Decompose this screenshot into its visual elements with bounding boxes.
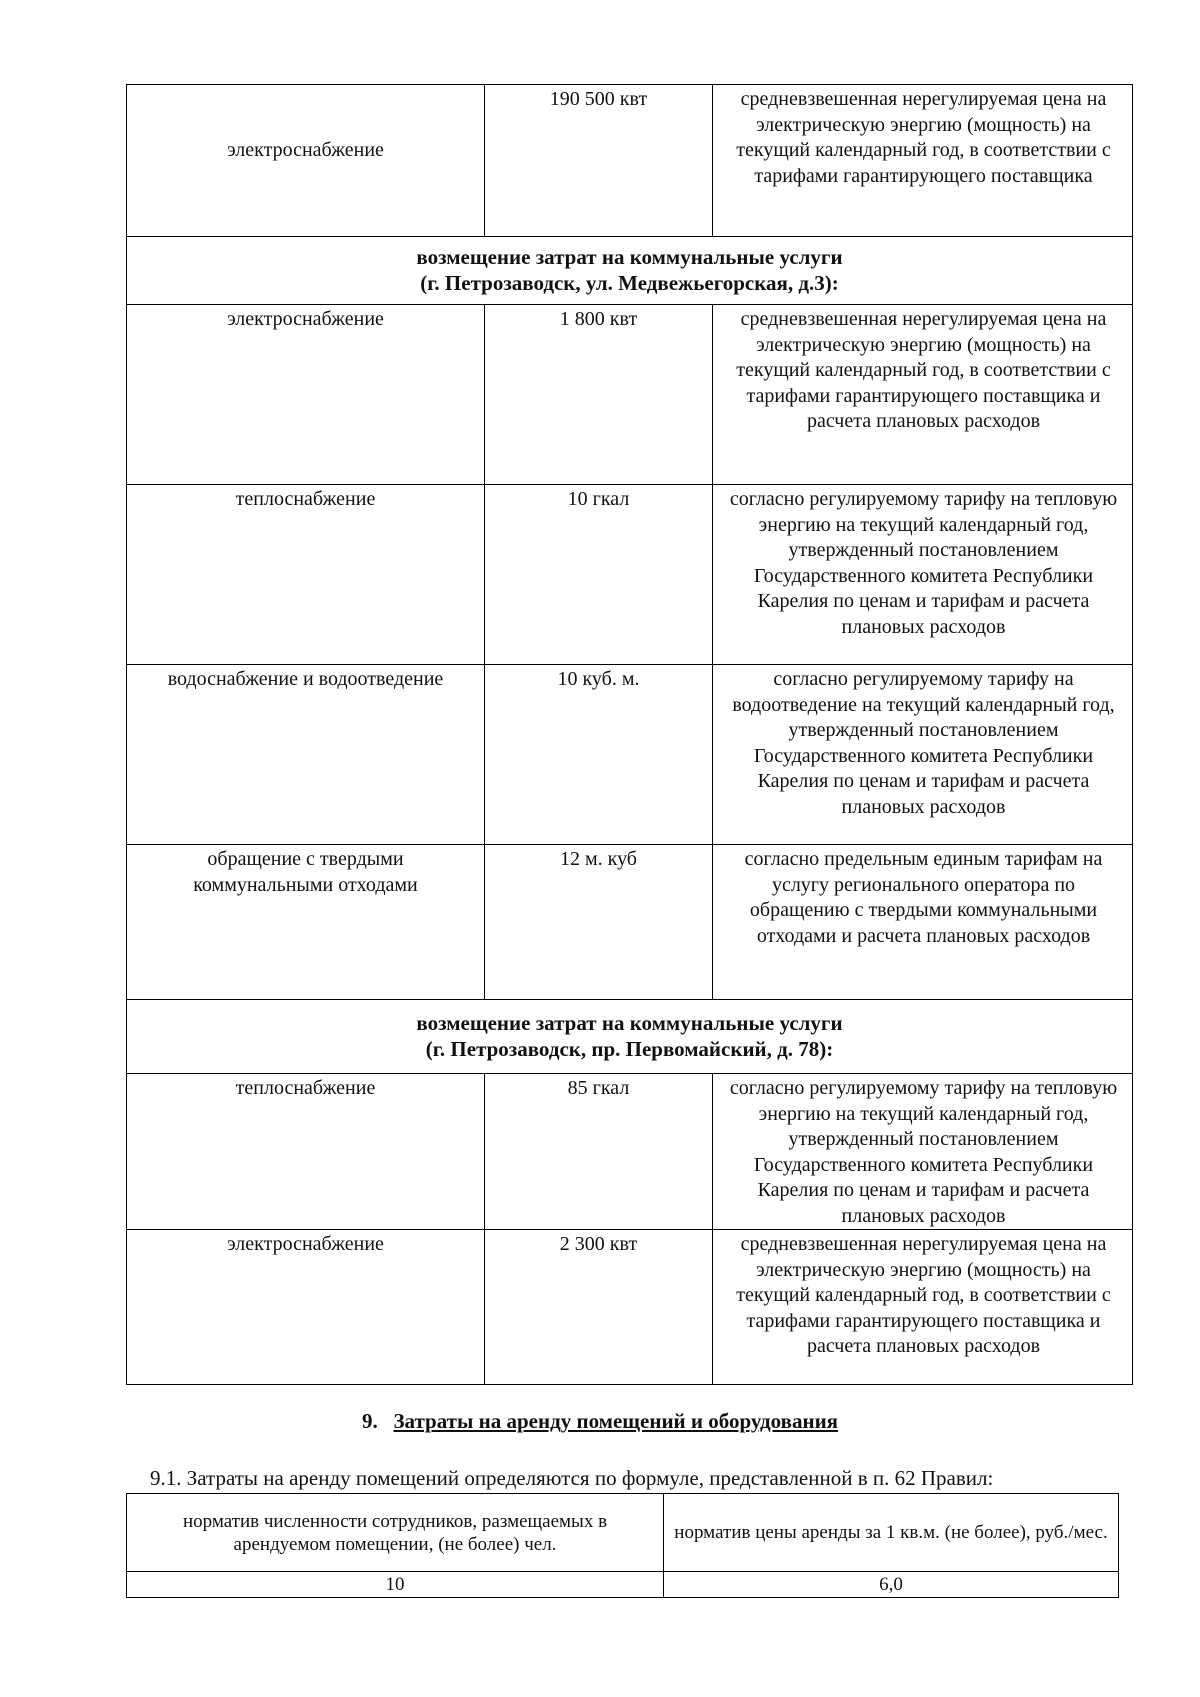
service-name-cell: теплоснабжение [127, 1074, 485, 1230]
table-row [127, 305, 1133, 485]
section-header-line1: возмещение затрат на коммунальные услуги [416, 1011, 843, 1035]
table-row [127, 665, 1133, 845]
value-cell-staff-norm: 10 [127, 1572, 664, 1598]
norm-cell: средневзвешенная нерегулируемая цена на электрическую энергию (мощность) на текущий календарный год, в соответствии с тарифами гарантирующего поставщика и расчета плановых расходов [713, 1230, 1133, 1385]
paragraph-9-1: 9.1. Затраты на аренду помещений определяются по формуле, представленной в п. 62 Правил: [150, 1466, 994, 1490]
section-title-text: Затраты на аренду помещений и оборудования [393, 1409, 839, 1433]
header-cell-price-norm: норматив цены аренды за 1 кв.м. (не более), руб./мес. [664, 1494, 1119, 1572]
amount-cell: 85 гкал [485, 1074, 713, 1230]
service-name-cell: теплоснабжение [127, 485, 485, 665]
rent-norms-table [126, 1493, 1119, 1598]
table-row [127, 1230, 1133, 1385]
table-row [127, 845, 1133, 1000]
norm-cell: согласно регулируемому тарифу на тепловую энергию на текущий календарный год, утвержденный постановлением Государственного комитета Республики Карелия по ценам и тарифам и расчета плановых расходов [713, 1074, 1133, 1230]
section-header-line2: (г. Петрозаводск, пр. Первомайский, д. 78): [425, 1036, 834, 1061]
norm-cell: средневзвешенная нерегулируемая цена на электрическую энергию (мощность) на текущий календарный год, в соответствии с тарифами гарантирующего поставщика и расчета плановых расходов [713, 305, 1133, 485]
section-header-cell [127, 1000, 1133, 1074]
norm-cell: средневзвешенная нерегулируемая цена на электрическую энергию (мощность) на текущий календарный год, в соответствии с тарифами гарантирующего поставщика [713, 85, 1133, 237]
section-header-row [127, 1000, 1133, 1074]
service-name-cell: водоснабжение и водоотведение [127, 665, 485, 845]
utilities-table [126, 84, 1133, 1385]
amount-cell: 10 куб. м. [485, 665, 713, 845]
service-name-cell: электроснабжение [127, 1230, 485, 1385]
amount-cell: 190 500 квт [485, 85, 713, 237]
section-9-title [0, 1409, 1200, 1434]
amount-cell: 12 м. куб [485, 845, 713, 1000]
table-row [127, 1074, 1133, 1230]
table-header-row [127, 1494, 1119, 1572]
service-name-cell: электроснабжение [127, 85, 485, 237]
section-number: 9. [361, 1409, 378, 1433]
norm-cell: согласно предельным единым тарифам на услугу регионального оператора по обращению с твердыми коммунальными отходами и расчета плановых расходов [713, 845, 1133, 1000]
amount-cell: 1 800 квт [485, 305, 713, 485]
norm-cell: согласно регулируемому тарифу на водоотведение на текущий календарный год, утвержденный постановлением Государственного комитета Республики Карелия по ценам и тарифам и расчета плановых расходов [713, 665, 1133, 845]
value-cell-price-norm: 6,0 [664, 1572, 1119, 1598]
service-name-cell: обращение с твердыми коммунальными отходами [127, 845, 485, 1000]
norm-cell: согласно регулируемому тарифу на тепловую энергию на текущий календарный год, утвержденный постановлением Государственного комитета Республики Карелия по ценам и тарифам и расчета плановых расходов [713, 485, 1133, 665]
table-row [127, 485, 1133, 665]
section-header-line1: возмещение затрат на коммунальные услуги [416, 245, 843, 269]
amount-cell: 10 гкал [485, 485, 713, 665]
amount-cell: 2 300 квт [485, 1230, 713, 1385]
service-name-cell: электроснабжение [127, 305, 485, 485]
table-row [127, 1572, 1119, 1598]
section-header-cell [127, 237, 1133, 305]
header-cell-staff-norm: норматив численности сотрудников, размещаемых в арендуемом помещении, (не более) чел. [127, 1494, 664, 1572]
section-header-row [127, 237, 1133, 305]
section-header-line2: (г. Петрозаводск, ул. Медвежьегорская, д.3): [420, 270, 839, 295]
table-row [127, 85, 1133, 237]
